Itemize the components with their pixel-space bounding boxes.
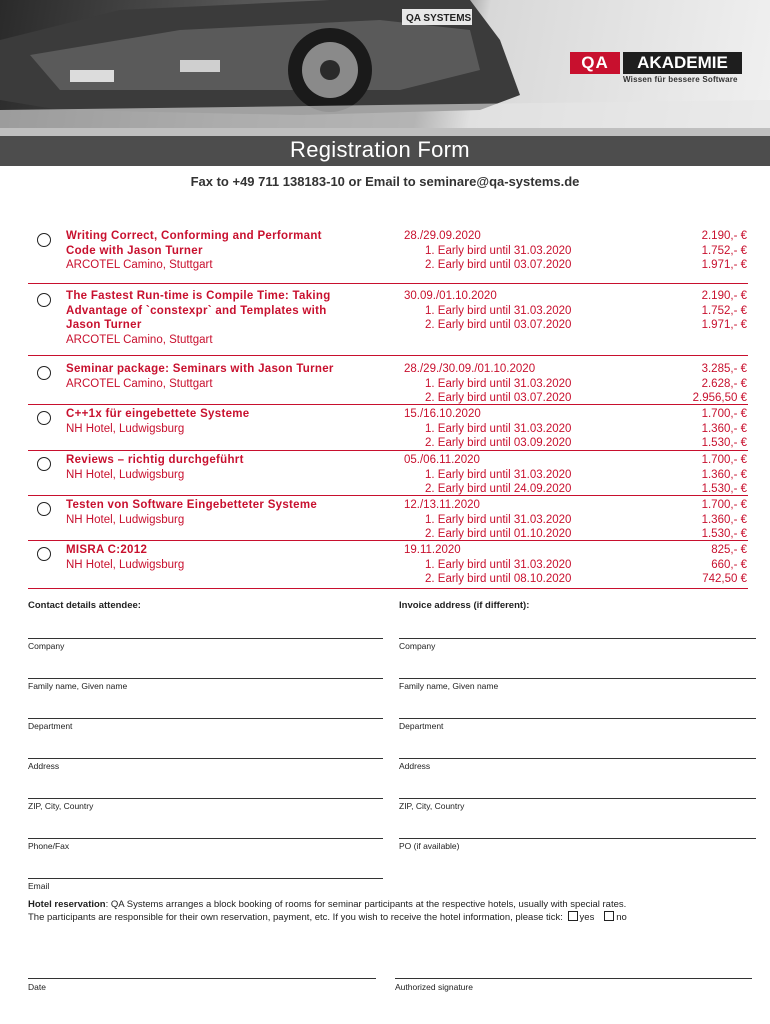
no-label: no — [616, 912, 627, 923]
logo-akademie: AKADEMIE — [623, 52, 742, 74]
early-bird-line: 1. Early bird until 31.03.2020 — [425, 244, 572, 257]
seminar-title-line: Testen von Software Eingebetteter Systeme — [66, 499, 318, 511]
early-bird-line: 2. Early bird until 03.07.2020 — [425, 259, 572, 271]
car-livery-text: QA SYSTEMS — [406, 13, 472, 24]
price-value: 1.530,- € — [701, 483, 747, 495]
seminar-date: 30.09./01.10.2020 — [404, 290, 497, 302]
seminar-title — [66, 453, 244, 468]
hotel-reservation-note — [28, 898, 748, 924]
seminar-divider — [28, 355, 748, 356]
seminar-location: ARCOTEL Camino, Stuttgart — [66, 377, 213, 390]
seminar-title-line: Jason Turner — [66, 319, 142, 331]
price-value: 2.628,- € — [701, 377, 747, 390]
early-bird-line: 2. Early bird until 03.07.2020 — [425, 392, 572, 404]
contact-field-line[interactable] — [28, 678, 383, 679]
seminar-date: 28./29./30.09./01.10.2020 — [404, 363, 536, 375]
contact-field-label: Address — [28, 761, 60, 771]
seminar-prices — [702, 543, 747, 587]
title-bar — [0, 136, 770, 166]
signature-field[interactable] — [395, 978, 752, 979]
seminar-prices — [702, 498, 747, 542]
seminar-dates — [404, 229, 571, 273]
price-value: 1.700,- € — [701, 408, 747, 420]
early-bird-line: 1. Early bird until 31.03.2020 — [425, 377, 572, 390]
invoice-field-line[interactable] — [399, 718, 756, 719]
early-bird-line: 1. Early bird until 31.03.2020 — [425, 422, 572, 435]
date-field[interactable] — [28, 978, 376, 979]
invoice-field-label: Family name, Given name — [399, 681, 499, 691]
price-value: 3.285,- € — [701, 363, 747, 375]
date-label: Date — [28, 982, 46, 992]
no-checkbox[interactable] — [604, 911, 614, 921]
price-value: 2.190,- € — [701, 290, 747, 302]
price-value: 660,- € — [711, 558, 747, 571]
early-bird-line: 1. Early bird until 31.03.2020 — [425, 468, 572, 481]
seminar-date: 28./29.09.2020 — [404, 230, 481, 242]
header-divider — [0, 128, 770, 136]
price-value: 1.360,- € — [701, 468, 747, 481]
seminar-radio[interactable] — [37, 293, 51, 307]
invoice-field-line[interactable] — [399, 638, 756, 639]
early-bird-line: 2. Early bird until 01.10.2020 — [425, 528, 572, 540]
early-bird-line: 1. Early bird until 31.03.2020 — [425, 558, 572, 571]
seminar-divider — [28, 450, 748, 451]
seminar-divider — [28, 495, 748, 496]
seminar-location: NH Hotel, Ludwigsburg — [66, 468, 185, 481]
hotel-line1: : QA Systems arranges a block booking of rooms for seminar participants at the respective hotels, usually with special rates. — [105, 899, 627, 910]
seminar-dates — [404, 543, 571, 587]
price-value: 1.971,- € — [701, 259, 747, 271]
seminar-location: ARCOTEL Camino, Stuttgart — [66, 333, 213, 346]
invoice-field-label: PO (if available) — [399, 841, 460, 851]
contact-field-label: Email — [28, 881, 50, 891]
invoice-heading: Invoice address (if different): — [399, 600, 530, 611]
price-value: 1.971,- € — [701, 319, 747, 331]
price-value: 742,50 € — [702, 573, 747, 585]
seminar-title — [66, 289, 331, 333]
seminar-radio[interactable] — [37, 366, 51, 380]
yes-label: yes — [579, 912, 595, 923]
contact-field-label: ZIP, City, Country — [28, 801, 94, 811]
price-value: 2.956,50 € — [692, 392, 747, 404]
invoice-field-line[interactable] — [399, 678, 756, 679]
price-value: 1.700,- € — [701, 454, 747, 466]
seminar-title-line: Code with Jason Turner — [66, 244, 203, 257]
contact-field-line[interactable] — [28, 718, 383, 719]
seminar-divider — [28, 283, 748, 284]
seminar-prices — [702, 289, 747, 333]
seminar-title-line: C++1x für eingebettete Systeme — [66, 408, 250, 420]
seminar-divider — [28, 540, 748, 541]
invoice-field-line[interactable] — [399, 798, 756, 799]
fax-email-line: Fax to +49 711 138183-10 or Email to seminare@qa-systems.de — [190, 174, 580, 189]
seminar-divider — [28, 588, 748, 589]
early-bird-line: 2. Early bird until 03.09.2020 — [425, 437, 572, 449]
seminar-prices — [702, 407, 747, 451]
invoice-field-line[interactable] — [399, 838, 756, 839]
seminar-prices — [693, 362, 747, 406]
signature-label: Authorized signature — [395, 982, 473, 992]
seminar-title — [66, 407, 250, 422]
invoice-field-label: Department — [399, 721, 444, 731]
early-bird-line: 2. Early bird until 03.07.2020 — [425, 319, 572, 331]
seminar-title-line: Writing Correct, Conforming and Performant — [66, 230, 322, 242]
seminar-date: 05./06.11.2020 — [404, 454, 480, 466]
seminar-radio[interactable] — [37, 457, 51, 471]
seminar-title-line: Advantage of `constexpr` and Templates with — [66, 304, 327, 317]
seminar-title-line: The Fastest Run-time is Compile Time: Taking — [66, 290, 331, 302]
early-bird-line: 2. Early bird until 08.10.2020 — [425, 573, 572, 585]
price-value: 825,- € — [711, 544, 747, 556]
contact-field-label: Department — [28, 721, 73, 731]
seminar-title — [66, 543, 147, 558]
seminar-location: ARCOTEL Camino, Stuttgart — [66, 259, 213, 271]
seminar-title — [66, 362, 334, 377]
invoice-field-label: Company — [399, 641, 436, 651]
seminar-radio[interactable] — [37, 547, 51, 561]
contact-heading: Contact details attendee: — [28, 600, 141, 611]
contact-field-label: Phone/Fax — [28, 841, 70, 851]
price-value: 1.700,- € — [701, 499, 747, 511]
header-banner — [0, 0, 770, 128]
price-value: 1.752,- € — [701, 304, 747, 317]
seminar-title-line: Reviews – richtig durchgeführt — [66, 454, 244, 466]
invoice-field-line[interactable] — [399, 758, 756, 759]
seminar-date: 12./13.11.2020 — [404, 499, 480, 511]
seminar-title-line: Seminar package: Seminars with Jason Turner — [66, 363, 334, 375]
price-value: 1.360,- € — [701, 513, 747, 526]
hotel-label: Hotel reservation — [28, 899, 106, 910]
seminar-dates — [404, 362, 571, 406]
seminar-title — [66, 229, 322, 258]
seminar-dates — [404, 289, 571, 333]
seminar-dates — [404, 498, 571, 542]
page-title: Registration Form — [290, 137, 470, 162]
seminar-radio[interactable] — [37, 233, 51, 247]
logo-qa: QA — [570, 52, 620, 74]
seminar-radio[interactable] — [37, 502, 51, 516]
seminar-dates — [404, 453, 571, 497]
seminar-location: NH Hotel, Ludwigsburg — [66, 422, 185, 435]
contact-field-line[interactable] — [28, 638, 383, 639]
seminar-title — [66, 498, 317, 513]
price-value: 1.530,- € — [701, 437, 747, 449]
contact-field-label: Company — [28, 641, 65, 651]
invoice-field-label: ZIP, City, Country — [399, 801, 465, 811]
seminar-title-line: MISRA C:2012 — [66, 544, 148, 556]
early-bird-line: 2. Early bird until 24.09.2020 — [425, 483, 572, 495]
seminar-location: NH Hotel, Ludwigsburg — [66, 558, 185, 571]
price-value: 1.360,- € — [701, 422, 747, 435]
contact-field-line[interactable] — [28, 878, 383, 879]
seminar-date: 15./16.10.2020 — [404, 408, 481, 420]
hotel-line2: The participants are responsible for their own reservation, payment, etc. If you wish to receive the hotel information, please tick: — [28, 912, 563, 923]
early-bird-line: 1. Early bird until 31.03.2020 — [425, 304, 572, 317]
logo-tagline: Wissen für bessere Software — [623, 75, 738, 84]
seminar-radio[interactable] — [37, 411, 51, 425]
invoice-field-label: Address — [399, 761, 431, 771]
price-value: 2.190,- € — [701, 230, 747, 242]
contact-field-line[interactable] — [28, 758, 383, 759]
contact-field-line[interactable] — [28, 838, 383, 839]
seminar-dates — [404, 407, 571, 451]
early-bird-line: 1. Early bird until 31.03.2020 — [425, 513, 572, 526]
seminar-divider — [28, 404, 748, 405]
yes-checkbox[interactable] — [568, 911, 578, 921]
contact-field-label: Family name, Given name — [28, 681, 128, 691]
seminar-prices — [702, 229, 747, 273]
price-value: 1.752,- € — [701, 244, 747, 257]
price-value: 1.530,- € — [701, 528, 747, 540]
seminar-prices — [702, 453, 747, 497]
seminar-location: NH Hotel, Ludwigsburg — [66, 513, 185, 526]
seminar-date: 19.11.2020 — [404, 544, 461, 556]
contact-field-line[interactable] — [28, 798, 383, 799]
qa-akademie-logo — [570, 52, 742, 86]
